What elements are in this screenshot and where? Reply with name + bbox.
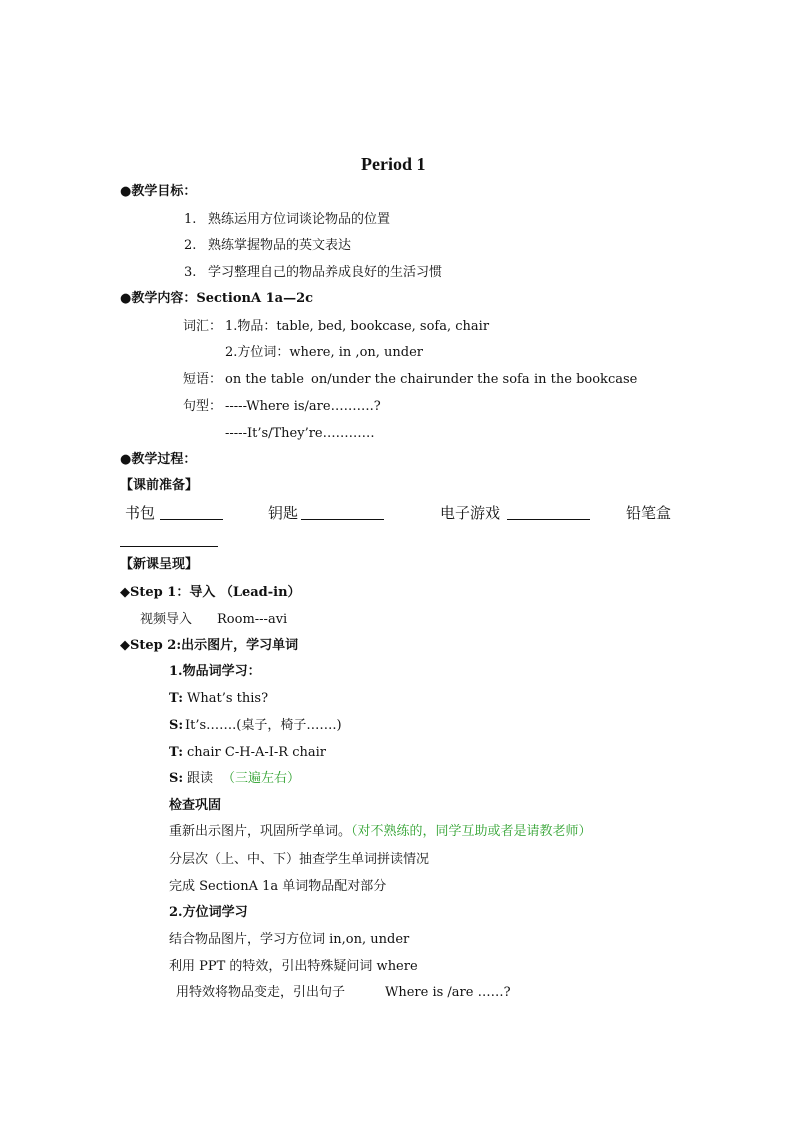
- content-heading: ●教学内容：SectionA 1a—2c: [120, 291, 314, 306]
- check-line-2: 分层次（上、中、下）抽查学生单词拼读情况: [169, 852, 430, 867]
- phrase-label: 短语：: [183, 372, 223, 387]
- prep-item-keys: 钥匙: [268, 504, 299, 522]
- location-line-3-sentence: Where is /are ……?: [385, 985, 511, 1000]
- check-line-1-note: （对不熟练的，同学互助或者是请教老师）: [351, 824, 592, 839]
- step1-file: Room---avi: [217, 612, 288, 627]
- teacher-label: T:: [169, 691, 184, 706]
- check-line-1: [169, 824, 592, 840]
- blank-line: [160, 519, 223, 520]
- location-line-3: 用特效将物品变走，引出句子: [176, 985, 346, 1000]
- prep-heading: 【课前准备】: [120, 478, 199, 493]
- process-heading: ●教学过程：: [120, 452, 197, 467]
- sentence-1: -----Where is/are……….?: [225, 399, 381, 414]
- items-vocab-heading: 1.物品词学习：: [169, 664, 261, 679]
- goal-num-1: 1.: [184, 212, 197, 227]
- vocab-line-2: 2.方位词：where, in ,on, under: [225, 345, 424, 360]
- student-line-1: It’s…….(桌子，椅子…….): [185, 718, 342, 733]
- prep-item-pencil-case: 铅笔盒: [626, 504, 672, 522]
- prep-item-video-game: 电子游戏: [440, 504, 501, 522]
- location-words-heading: 2.方位词学习: [169, 905, 248, 920]
- check-heading: 检查巩固: [169, 798, 222, 813]
- teacher-line-2: chair C-H-A-I-R chair: [187, 745, 326, 760]
- sentence-label: 句型：: [183, 399, 223, 414]
- phrase-2: on/under the chair: [311, 372, 434, 387]
- student-line-2: 跟读: [187, 771, 214, 786]
- teacher-label: T:: [169, 745, 184, 760]
- goal-text-3: 学习整理自己的物品养成良好的生活习惯: [208, 265, 443, 280]
- location-line-1: 结合物品图片，学习方位词 in,on, under: [169, 932, 410, 947]
- step1-heading: ◆Step 1：导入 （Lead-in）: [120, 585, 301, 600]
- new-lesson-heading: 【新课呈现】: [120, 557, 199, 572]
- phrase-3: under the sofa: [434, 372, 530, 387]
- page-title: Period 1: [361, 154, 426, 174]
- goals-heading: ●教学目标：: [120, 184, 197, 199]
- goal-num-3: 3.: [184, 265, 197, 280]
- goal-num-2: 2.: [184, 238, 197, 253]
- step1-video-lead: 视频导入: [140, 612, 193, 627]
- prep-item-bag: 书包: [125, 504, 156, 522]
- blank-line: [301, 519, 384, 520]
- student-label: S:: [169, 771, 184, 786]
- check-line-1-text: 重新出示图片，巩固所学单词。: [169, 824, 352, 839]
- goal-text-1: 熟练运用方位词谈论物品的位置: [208, 212, 391, 227]
- repeat-note: （三遍左右）: [222, 771, 301, 786]
- goal-text-2: 熟练掌握物品的英文表达: [208, 238, 352, 253]
- vocab-label: 词汇：: [183, 319, 223, 334]
- sentence-2: -----It’s/They’re…………: [225, 426, 375, 441]
- step2-heading: ◆Step 2:出示图片，学习单词: [120, 638, 299, 653]
- vocab-line-1: 1.物品：table, bed, bookcase, sofa, chair: [225, 319, 490, 334]
- phrase-1: on the table: [225, 372, 304, 387]
- check-line-3: 完成 SectionA 1a 单词物品配对部分: [169, 879, 387, 894]
- blank-line: [120, 546, 218, 547]
- blank-line: [507, 519, 590, 520]
- student-label: S:: [169, 718, 184, 733]
- teacher-line-1: What’s this?: [187, 691, 269, 706]
- phrase-4: in the bookcase: [534, 372, 638, 387]
- location-line-2: 利用 PPT 的特效，引出特殊疑问词 where: [169, 959, 418, 974]
